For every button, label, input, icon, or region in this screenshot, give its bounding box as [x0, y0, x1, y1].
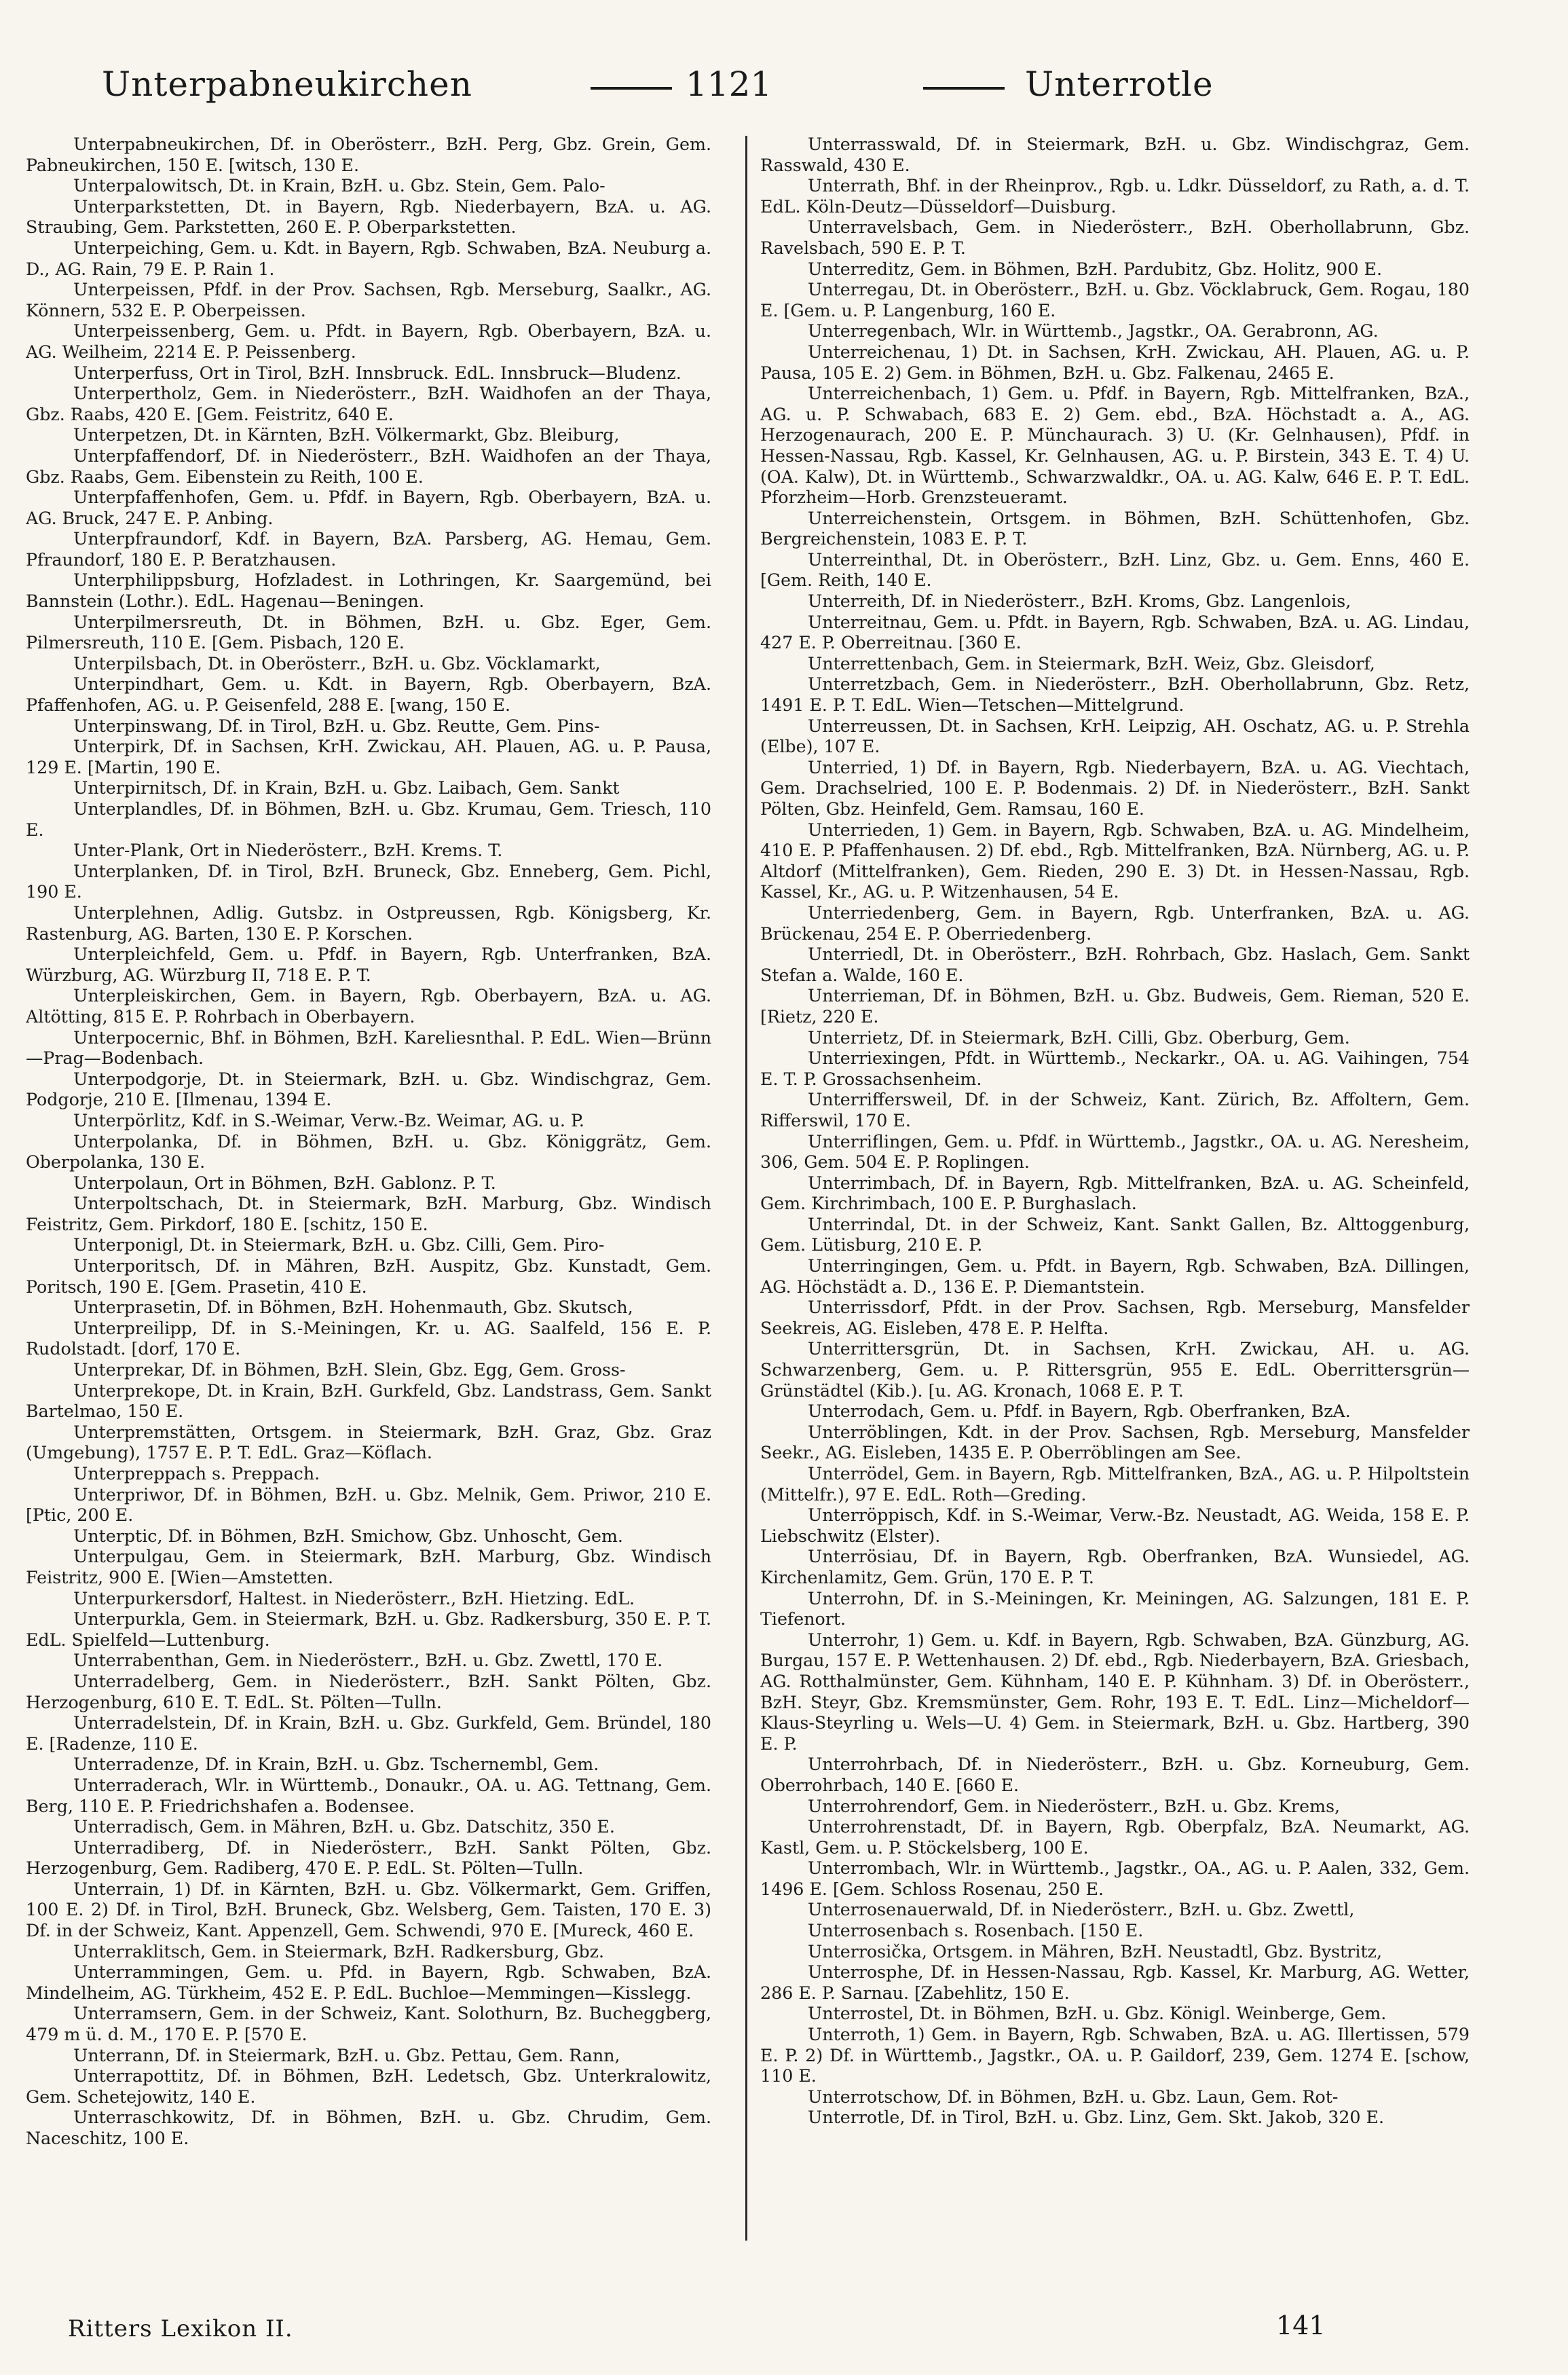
entry: Unterpfaffenhofen, Gem. u. Pfdf. in Bayern, Rgb. Oberbayern, BzA. u. AG. Bruck, 247 E. P. Anbing.	[26, 487, 711, 528]
entry: Unterrain, 1) Df. in Kärnten, BzH. u. Gbz. Völkermarkt, Gem. Griffen, 100 E. 2) Df. in Tirol, BzH. Bruneck, Gbz. Welsberg, Gem. Taisten, 170 E. 3) Df. in der Schweiz, Kant. Appenzell, Gem. Schwendi, 970 E. [Mureck, 460 E.	[26, 1879, 711, 1941]
entry: Unterrann, Df. in Steiermark, BzH. u. Gbz. Pettau, Gem. Rann,	[73, 2045, 620, 2065]
entry: Unterpfaffendorf, Df. in Niederösterr., BzH. Waidhofen an der Thaya, Gbz. Raabs, Gem. Eibenstein zu Reith, 100 E.	[26, 445, 711, 487]
entry: Unterpabneukirchen, Df. in Oberösterr., BzH. Perg, Gbz. Grein, Gem. Pabneukirchen, 150 E. [witsch, 130 E.	[26, 134, 711, 175]
entry: Unterprekar, Df. in Böhmen, BzH. Slein, Gbz. Egg, Gem. Gross-	[73, 1360, 626, 1380]
entry: Unterplandles, Df. in Böhmen, BzH. u. Gbz. Krumau, Gem. Triesch, 110 E.	[26, 799, 711, 840]
column-divider	[745, 136, 747, 2241]
entry: Unterpurkersdorf, Haltest. in Niederösterr., BzH. Hietzing. EdL.	[73, 1588, 635, 1608]
entry: Unterpulgau, Gem. in Steiermark, BzH. Marburg, Gbz. Windisch Feistritz, 900 E. [Wien—Amstetten.	[26, 1547, 711, 1587]
entry: Unterreinthal, Dt. in Oberösterr., BzH. Linz, Gbz. u. Gem. Enns, 460 E. [Gem. Reith, 140 E.	[760, 549, 1470, 591]
entry: Unterraschkowitz, Df. in Böhmen, BzH. u. Gbz. Chrudim, Gem. Naceschitz, 100 E.	[26, 2107, 711, 2148]
entry: Unterrieden, 1) Gem. in Bayern, Rgb. Schwaben, BzA. u. AG. Mindelheim, 410 E. P. Pfaffenhausen. 2) Df. ebd., Rgb. Mittelfranken, BzA. Nürnberg, AG. u. P. Altdorf (Mittelfranken), Gem. Rieden, 290 E. 3) Dt. in Hessen-Nassau, Rgb. Kassel, Kr., AG. u. P. Witzenhausen, 54 E.	[760, 820, 1470, 902]
entry: Unterpreppach s. Preppach.	[73, 1464, 320, 1484]
entry: Unterpleiskirchen, Gem. in Bayern, Rgb. Oberbayern, BzA. u. AG. Altötting, 815 E. P. Rohrbach in Oberbayern.	[26, 986, 711, 1027]
entry: Unterreditz, Gem. in Böhmen, BzH. Pardubitz, Gbz. Holitz, 900 E.	[808, 259, 1383, 279]
entry: Unterraklitsch, Gem. in Steiermark, BzH. Radkersburg, Gbz.	[73, 1941, 605, 1962]
entry: Unterpocernic, Bhf. in Böhmen, BzH. Kareliesnthal. P. EdL. Wien—Brünn—Prag—Bodenbach.	[26, 1027, 711, 1069]
entry: Unterrosphe, Df. in Hessen-Nassau, Rgb. Kassel, Kr. Marburg, AG. Wetter, 286 E. P. Sarnau. [Zabehlitz, 150 E.	[760, 1962, 1470, 2003]
entry: Unterrasswald, Df. in Steiermark, BzH. u. Gbz. Windischgraz, Gem. Rasswald, 430 E.	[760, 134, 1470, 175]
entry: Unterplehnen, Adlig. Gutsbz. in Ostpreussen, Rgb. Königsberg, Kr. Rastenburg, AG. Barten, 130 E. P. Korschen.	[26, 902, 711, 944]
entry: Unterprekope, Dt. in Krain, BzH. Gurkfeld, Gbz. Landstrass, Gem. Sankt Bartelmao, 150 E.	[26, 1380, 711, 1422]
entry: Unterpeiching, Gem. u. Kdt. in Bayern, Rgb. Schwaben, BzA. Neuburg a. D., AG. Rain, 79 E. P. Rain 1.	[26, 238, 711, 279]
entry: Unterporitsch, Df. in Mähren, BzH. Auspitz, Gbz. Kunstadt, Gem. Poritsch, 190 E. [Gem. Prasetin, 410 E.	[26, 1256, 711, 1297]
entry: Unterpreilipp, Df. in S.-Meiningen, Kr. u. AG. Saalfeld, 156 E. P. Rudolstadt. [dorf, 170 E.	[26, 1318, 711, 1359]
entry: Unterreith, Df. in Niederösterr., BzH. Kroms, Gbz. Langenlois,	[808, 591, 1351, 612]
entry: Unterpörlitz, Kdf. in S.-Weimar, Verw.-Bz. Weimar, AG. u. P.	[73, 1110, 584, 1130]
entry: Unterriedenberg, Gem. in Bayern, Rgb. Unterfranken, BzA. u. AG. Brückenau, 254 E. P. Oberriedenberg.	[760, 902, 1470, 944]
entry: Unterpilmersreuth, Dt. in Böhmen, BzH. u. Gbz. Eger, Gem. Pilmersreuth, 110 E. [Gem. Pisbach, 120 E.	[26, 612, 711, 653]
entry: Unterriedl, Dt. in Oberösterr., BzH. Rohrbach, Gbz. Haslach, Gem. Sankt Stefan a. Walde, 160 E.	[760, 944, 1470, 985]
entry: Unterradelstein, Df. in Krain, BzH. u. Gbz. Gurkfeld, Gem. Bründel, 180 E. [Radenze, 110 E.	[26, 1713, 711, 1754]
entry: Unterreichenbach, 1) Gem. u. Pfdf. in Bayern, Rgb. Mittelfranken, BzA., AG. u. P. Schwabach, 683 E. 2) Gem. ebd., BzA. Höchstadt a. A., AG. Herzogenaurach, 200 E. P. Münchaurach. 3) U. (Kr. Gelnhausen), Pfdf. in Hessen-Nassau, Rgb. Kassel, Kr. Gelnhausen, AG. u. P. Birstein, 343 E. T. 4) U. (OA. Kalw), Dt. in Württemb., Schwarzwaldkr., OA. u. AG. Kalw, 646 E. P. T. EdL. Pforzheim—Horb. Grenzsteueramt.	[760, 384, 1470, 508]
entry: Unterregenbach, Wlr. in Württemb., Jagstkr., OA. Gerabronn, AG.	[808, 321, 1379, 342]
entry: Unterröppisch, Kdf. in S.-Weimar, Verw.-Bz. Neustadt, AG. Weida, 158 E. P. Liebschwitz (Elster).	[760, 1505, 1470, 1546]
entry: Unterpeissenberg, Gem. u. Pfdt. in Bayern, Rgb. Oberbayern, BzA. u. AG. Weilheim, 2214 E. P. Peissenberg.	[26, 321, 711, 362]
entry: Unterrosenbach s. Rosenbach. [150 E.	[808, 1921, 1144, 1941]
entry: Unterreichenstein, Ortsgem. in Böhmen, BzH. Schüttenhofen, Gbz. Bergreichenstein, 1083 E. P. T.	[760, 508, 1470, 549]
entry: Unterponigl, Dt. in Steiermark, BzH. u. Gbz. Cilli, Gem. Piro-	[73, 1235, 605, 1255]
entry: Unterrietz, Df. in Steiermark, BzH. Cilli, Gbz. Oberburg, Gem.	[808, 1027, 1350, 1048]
entry: Unterriexingen, Pfdt. in Württemb., Neckarkr., OA. u. AG. Vaihingen, 754 E. T. P. Grossachsenheim.	[760, 1048, 1470, 1089]
header-left-keyword: Unterpabneukirchen	[102, 65, 472, 104]
entry: Unterravelsbach, Gem. in Niederösterr., BzH. Oberhollabrunn, Gbz. Ravelsbach, 590 E. P. T.	[760, 217, 1470, 258]
entry: Unterpolanka, Df. in Böhmen, BzH. u. Gbz. Königgrätz, Gem. Oberpolanka, 130 E.	[26, 1131, 711, 1173]
entry: Unterrohrendorf, Gem. in Niederösterr., BzH. u. Gbz. Krems,	[808, 1796, 1341, 1816]
entry: Unterpeissen, Pfdf. in der Prov. Sachsen, Rgb. Merseburg, Saalkr., AG. Könnern, 532 E. P. Oberpeissen.	[26, 280, 711, 320]
entry: Unterrombach, Wlr. in Württemb., Jagstkr., OA., AG. u. P. Aalen, 332, Gem. 1496 E. [Gem. Schloss Rosenau, 250 E.	[760, 1858, 1470, 1899]
left-column	[26, 134, 711, 2253]
entry: Unterrieman, Df. in Böhmen, BzH. u. Gbz. Budweis, Gem. Rieman, 520 E. [Rietz, 220 E.	[760, 986, 1470, 1027]
entry: Unterradelberg, Gem. in Niederösterr., BzH. Sankt Pölten, Gbz. Herzogenburg, 610 E. T. EdL. St. Pölten—Tulln.	[26, 1671, 711, 1712]
entry: Unterradisch, Gem. in Mähren, BzH. u. Gbz. Datschitz, 350 E.	[73, 1817, 615, 1837]
entry: Unterrimbach, Df. in Bayern, Rgb. Mittelfranken, BzA. u. AG. Scheinfeld, Gem. Kirchrimbach, 100 E. P. Burghaslach.	[760, 1173, 1470, 1214]
entry: Unterrohrenstadt, Df. in Bayern, Rgb. Oberpfalz, BzA. Neumarkt, AG. Kastl, Gem. u. P. Stöckelsberg, 100 E.	[760, 1817, 1470, 1858]
entry: Unterpoltschach, Dt. in Steiermark, BzH. Marburg, Gbz. Windisch Feistritz, Gem. Pirkdorf, 180 E. [schitz, 150 E.	[26, 1194, 711, 1234]
entry: Unterradiberg, Df. in Niederösterr., BzH. Sankt Pölten, Gbz. Herzogenburg, Gem. Radiberg, 470 E. P. EdL. St. Pölten—Tulln.	[26, 1837, 711, 1879]
entry: Unterpilsbach, Dt. in Oberösterr., BzH. u. Gbz. Vöcklamarkt,	[73, 653, 601, 674]
entry: Unterreussen, Dt. in Sachsen, KrH. Leipzig, AH. Oschatz, AG. u. P. Strehla (Elbe), 107 E.	[760, 716, 1470, 757]
header-dash-right	[923, 87, 1005, 90]
entry: Unterpodgorje, Dt. in Steiermark, BzH. u. Gbz. Windischgraz, Gem. Podgorje, 210 E. [Ilmenau, 1394 E.	[26, 1069, 711, 1110]
entry: Unterrissdorf, Pfdt. in der Prov. Sachsen, Rgb. Merseburg, Mansfelder Seekreis, AG. Eisleben, 478 E. P. Helfta.	[760, 1297, 1470, 1338]
page-header	[102, 27, 1480, 115]
page-number: 1121	[686, 65, 772, 104]
entry: Unterrettenbach, Gem. in Steiermark, BzH. Weiz, Gbz. Gleisdorf,	[808, 653, 1375, 674]
entry: Unterrodach, Gem. u. Pfdf. in Bayern, Rgb. Oberfranken, BzA.	[808, 1401, 1351, 1422]
entry: Unterpalowitsch, Dt. in Krain, BzH. u. Gbz. Stein, Gem. Palo-	[73, 176, 605, 196]
entry: Unterparkstetten, Dt. in Bayern, Rgb. Niederbayern, BzA. u. AG. Straubing, Gem. Parkstetten, 260 E. P. Oberparkstetten.	[26, 196, 711, 238]
entry: Unterrapottitz, Df. in Böhmen, BzH. Ledetsch, Gbz. Unterkralowitz, Gem. Schetejowitz, 140 E.	[26, 2066, 711, 2107]
footer-signature: Ritters Lexikon II.	[68, 2315, 293, 2342]
entry: Unterpfraundorf, Kdf. in Bayern, BzA. Parsberg, AG. Hemau, Gem. Pfraundorf, 180 E. P. Beratzhausen.	[26, 529, 711, 570]
entry: Unterrotle, Df. in Tirol, BzH. u. Gbz. Linz, Gem. Skt. Jakob, 320 E.	[808, 2107, 1385, 2128]
entry: Unterrosenauerwald, Df. in Niederösterr., BzH. u. Gbz. Zwettl,	[808, 1900, 1355, 1920]
entry: Unterreichenau, 1) Dt. in Sachsen, KrH. Zwickau, AH. Plauen, AG. u. P. Pausa, 105 E. 2) Gem. in Böhmen, BzH. u. Gbz. Falkenau, 2465 E.	[760, 342, 1470, 383]
entry: Unterrösiau, Df. in Bayern, Rgb. Oberfranken, BzA. Wunsiedel, AG. Kirchenlamitz, Gem. Grün, 170 E. P. T.	[760, 1547, 1470, 1587]
entry: Unterroth, 1) Gem. in Bayern, Rgb. Schwaben, BzA. u. AG. Illertissen, 579 E. P. 2) Df. in Württemb., Jagstkr., OA. u. P. Gaildorf, 239, Gem. 1274 E. [schow, 110 E.	[760, 2025, 1470, 2086]
entry: Unterradenze, Df. in Krain, BzH. u. Gbz. Tschernembl, Gem.	[73, 1754, 599, 1775]
entry: Unterraderach, Wlr. in Württemb., Donaukr., OA. u. AG. Tettnang, Gem. Berg, 110 E. P. Friedrichshafen a. Bodensee.	[26, 1775, 711, 1816]
footer-sheet-number: 141	[1276, 2310, 1326, 2340]
entry: Unterpurkla, Gem. in Steiermark, BzH. u. Gbz. Radkersburg, 350 E. P. T. EdL. Spielfeld—Luttenburg.	[26, 1609, 711, 1650]
entry: Unterpolaun, Ort in Böhmen, BzH. Gablonz. P. T.	[73, 1173, 496, 1193]
entry: Unterried, 1) Df. in Bayern, Rgb. Niederbayern, BzA. u. AG. Viechtach, Gem. Drachselried, 100 E. P. Bodenmais. 2) Df. in Niederösterr., BzH. Sankt Pölten, Gbz. Heinfeld, Gem. Ramsau, 160 E.	[760, 757, 1470, 819]
entry: Unterrammingen, Gem. u. Pfd. in Bayern, Rgb. Schwaben, BzA. Mindelheim, AG. Türkheim, 452 E. P. EdL. Buchloe—Memmingen—Kisslegg.	[26, 1962, 711, 2003]
entry: Unter-Plank, Ort in Niederösterr., BzH. Krems. T.	[73, 841, 503, 861]
entry: Unterpleichfeld, Gem. u. Pfdf. in Bayern, Rgb. Unterfranken, BzA. Würzburg, AG. Würzburg II, 718 E. P. T.	[26, 944, 711, 985]
entry: Unterriffersweil, Df. in der Schweiz, Kant. Zürich, Bz. Affoltern, Gem. Rifferswil, 170 E.	[760, 1090, 1470, 1130]
entry: Unterriflingen, Gem. u. Pfdf. in Württemb., Jagstkr., OA. u. AG. Neresheim, 306, Gem. 504 E. P. Roplingen.	[760, 1131, 1470, 1173]
entry: Unterrostel, Dt. in Böhmen, BzH. u. Gbz. Königl. Weinberge, Gem.	[808, 2004, 1387, 2024]
entry: Unterpetzen, Dt. in Kärnten, BzH. Völkermarkt, Gbz. Bleiburg,	[73, 425, 620, 445]
entry: Unterrohrbach, Df. in Niederösterr., BzH. u. Gbz. Korneuburg, Gem. Oberrohrbach, 140 E. [660 E.	[760, 1754, 1470, 1795]
entry: Unterpindhart, Gem. u. Kdt. in Bayern, Rgb. Oberbayern, BzA. Pfaffenhofen, AG. u. P. Geisenfeld, 288 E. [wang, 150 E.	[26, 674, 711, 716]
entry: Unterrödel, Gem. in Bayern, Rgb. Mittelfranken, BzA., AG. u. P. Hilpoltstein (Mittelfr.), 97 E. EdL. Roth—Greding.	[760, 1464, 1470, 1505]
entry: Unterröblingen, Kdt. in der Prov. Sachsen, Rgb. Merseburg, Mansfelder Seekr., AG. Eisleben, 1435 E. P. Oberröblingen am See.	[760, 1422, 1470, 1463]
entry: Unterrotschow, Df. in Böhmen, BzH. u. Gbz. Laun, Gem. Rot-	[808, 2086, 1339, 2107]
entry: Unterreitnau, Gem. u. Pfdt. in Bayern, Rgb. Schwaben, BzA. u. AG. Lindau, 427 E. P. Oberreitnau. [360 E.	[760, 612, 1470, 653]
entry: Unterprasetin, Df. in Böhmen, BzH. Hohenmauth, Gbz. Skutsch,	[73, 1297, 633, 1318]
entry: Unterrath, Bhf. in der Rheinprov., Rgb. u. Ldkr. Düsseldorf, zu Rath, a. d. T. EdL. Köln-Deutz—Düsseldorf—Duisburg.	[760, 176, 1470, 217]
entry: Unterrosička, Ortsgem. in Mähren, BzH. Neustadtl, Gbz. Bystritz,	[808, 1941, 1383, 1962]
entry: Unterrabenthan, Gem. in Niederösterr., BzH. u. Gbz. Zwettl, 170 E.	[73, 1651, 663, 1671]
header-right-keyword: Unterrotle	[1025, 65, 1214, 104]
entry: Unterperfuss, Ort in Tirol, BzH. Innsbruck. EdL. Innsbruck—Bludenz.	[73, 363, 682, 383]
header-dash-left	[591, 87, 672, 90]
entry: Unterpirnitsch, Df. in Krain, BzH. u. Gbz. Laibach, Gem. Sankt	[73, 778, 620, 798]
entry: Unterpremstätten, Ortsgem. in Steiermark, BzH. Graz, Gbz. Graz (Umgebung), 1757 E. P. T. EdL. Graz—Köflach.	[26, 1422, 711, 1463]
entry: Unterrittersgrün, Dt. in Sachsen, KrH. Zwickau, AH. u. AG. Schwarzenberg, Gem. u. P. Rittersgrün, 955 E. EdL. Oberrittersgrün—Grünstädtel (Kib.). [u. AG. Kronach, 1068 E. P. T.	[760, 1339, 1470, 1401]
entry: Unterpriwor, Df. in Böhmen, BzH. u. Gbz. Melnik, Gem. Priwor, 210 E. [Ptic, 200 E.	[26, 1484, 711, 1526]
entry: Unterregau, Dt. in Oberösterr., BzH. u. Gbz. Vöcklabruck, Gem. Rogau, 180 E. [Gem. u. P. Langenburg, 160 E.	[760, 280, 1470, 320]
entry: Unterpertholz, Gem. in Niederösterr., BzH. Waidhofen an der Thaya, Gbz. Raabs, 420 E. [Gem. Feistritz, 640 E.	[26, 384, 711, 424]
right-column	[760, 134, 1470, 2253]
entry: Unterramsern, Gem. in der Schweiz, Kant. Solothurn, Bz. Bucheggberg, 479 m ü. d. M., 170 E. P. [570 E.	[26, 2004, 711, 2045]
entry: Unterrohn, Df. in S.-Meiningen, Kr. Meiningen, AG. Salzungen, 181 E. P. Tiefenort.	[760, 1588, 1470, 1630]
entry: Unterplanken, Df. in Tirol, BzH. Bruneck, Gbz. Enneberg, Gem. Pichl, 190 E.	[26, 861, 711, 902]
entry: Unterphilippsburg, Hofzladest. in Lothringen, Kr. Saargemünd, bei Bannstein (Lothr.). EdL. Hagenau—Beningen.	[26, 570, 711, 612]
entry: Unterrohr, 1) Gem. u. Kdf. in Bayern, Rgb. Schwaben, BzA. Günzburg, AG. Burgau, 157 E. P. Wettenhausen. 2) Df. ebd., Rgb. Niederbayern, BzA. Griesbach, AG. Rotthalmünster, Gem. Kühnham, 140 E. P. Kühnham. 3) Df. in Oberösterr., BzH. Steyr, Gbz. Kremsmünster, Gem. Rohr, 193 E. T. EdL. Linz—Micheldorf—Klaus-Steyrling u. Wels—U. 4) Gem. in Steiermark, BzH. u. Gbz. Hartberg, 390 E. P.	[760, 1630, 1470, 1754]
entry: Unterretzbach, Gem. in Niederösterr., BzH. Oberhollabrunn, Gbz. Retz, 1491 E. P. T. EdL. Wien—Tetschen—Mittelgrund.	[760, 674, 1470, 716]
entry: Unterpinswang, Df. in Tirol, BzH. u. Gbz. Reutte, Gem. Pins-	[73, 716, 600, 736]
entry: Unterpirk, Df. in Sachsen, KrH. Zwickau, AH. Plauen, AG. u. P. Pausa, 129 E. [Martin, 190 E.	[26, 737, 711, 777]
entry: Unterringingen, Gem. u. Pfdt. in Bayern, Rgb. Schwaben, BzA. Dillingen, AG. Höchstädt a. D., 136 E. P. Diemantstein.	[760, 1256, 1470, 1297]
entry: Unterptic, Df. in Böhmen, BzH. Smichow, Gbz. Unhoscht, Gem.	[73, 1526, 623, 1546]
entry: Unterrindal, Dt. in der Schweiz, Kant. Sankt Gallen, Bz. Alttoggenburg, Gem. Lütisburg, 210 E. P.	[760, 1214, 1470, 1255]
